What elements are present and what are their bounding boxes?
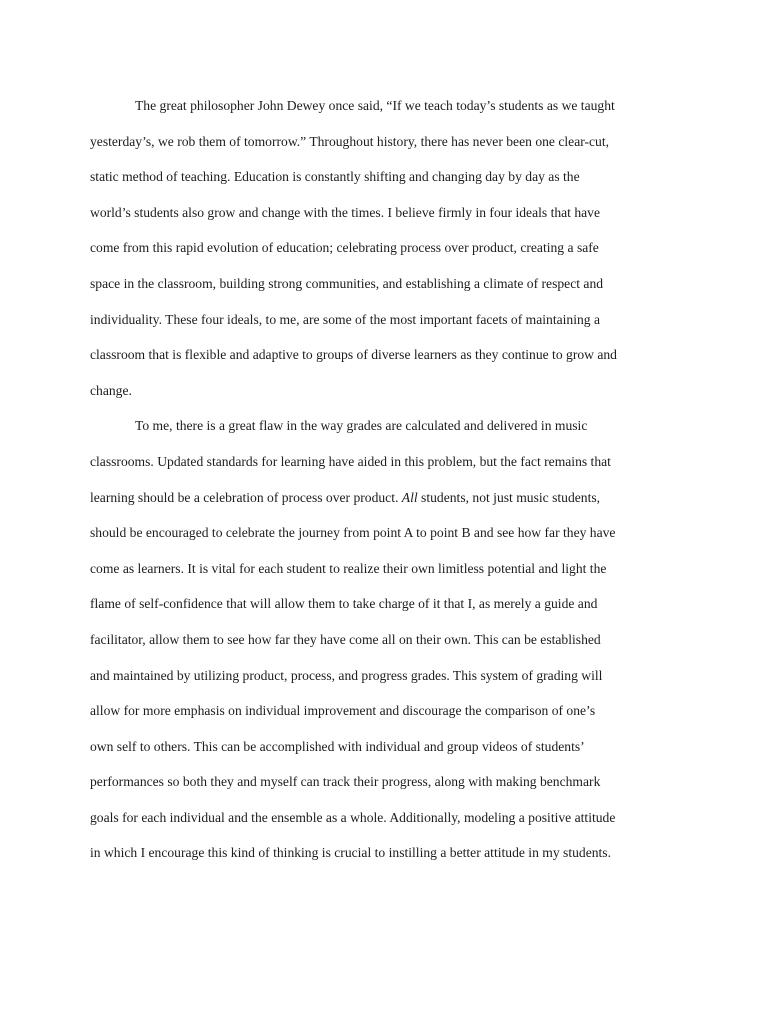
text-line: and maintained by utilizing product, process, and progress grades. This system of grading will [90, 667, 603, 683]
emphasized-word: All [401, 489, 418, 505]
text-line: allow for more emphasis on individual improvement and discourage the comparison of one’s [90, 703, 596, 719]
text-line: should be encouraged to celebrate the journey from point A to point B and see how far they have [90, 525, 616, 541]
text-line: goals for each individual and the ensemble as a whole. Additionally, modeling a positive attitude [90, 809, 616, 825]
text-line: classrooms. Updated standards for learning have aided in this problem, but the fact remains that [90, 453, 611, 469]
text-run: learning should be a celebration of process over product. [90, 489, 402, 505]
text-run: students, not just music students, [417, 489, 601, 505]
text-line: world’s students also grow and change with the times. I believe firmly in four ideals that have [90, 204, 601, 220]
text-line: come as learners. It is vital for each student to realize their own limitless potential and light the [90, 560, 607, 576]
text-line: To me, there is a great flaw in the way grades are calculated and delivered in music [135, 418, 588, 434]
text-line: space in the classroom, building strong communities, and establishing a climate of respect and [90, 275, 604, 291]
text-line: own self to others. This can be accomplished with individual and group videos of students’ [90, 738, 585, 754]
text-line-with-emphasis [90, 480, 690, 516]
paragraph-dewey-introduction [90, 88, 690, 408]
paragraph-process-over-product [90, 408, 690, 871]
document-page [90, 88, 690, 871]
text-line: facilitator, allow them to see how far they have come all on their own. This can be established [90, 631, 601, 647]
text-line: performances so both they and myself can track their progress, along with making benchmark [90, 774, 601, 790]
text-line: flame of self-confidence that will allow them to take charge of it that I, as merely a guide and [90, 596, 598, 612]
text-line: come from this rapid evolution of education; celebrating process over product, creating a safe [90, 240, 599, 256]
text-line: yesterday’s, we rob them of tomorrow.” Throughout history, there has never been one clear-cut, [90, 133, 610, 149]
text-line: in which I encourage this kind of thinking is crucial to instilling a better attitude in my students. [90, 845, 611, 861]
text-line: static method of teaching. Education is constantly shifting and changing day by day as the [90, 169, 580, 185]
text-line: individuality. These four ideals, to me, are some of the most important facets of maintaining a [90, 311, 601, 327]
text-line: classroom that is flexible and adaptive to groups of diverse learners as they continue to grow and [90, 347, 617, 363]
text-line: The great philosopher John Dewey once said, “If we teach today’s students as we taught [135, 98, 615, 113]
text-line: change. [90, 382, 132, 398]
